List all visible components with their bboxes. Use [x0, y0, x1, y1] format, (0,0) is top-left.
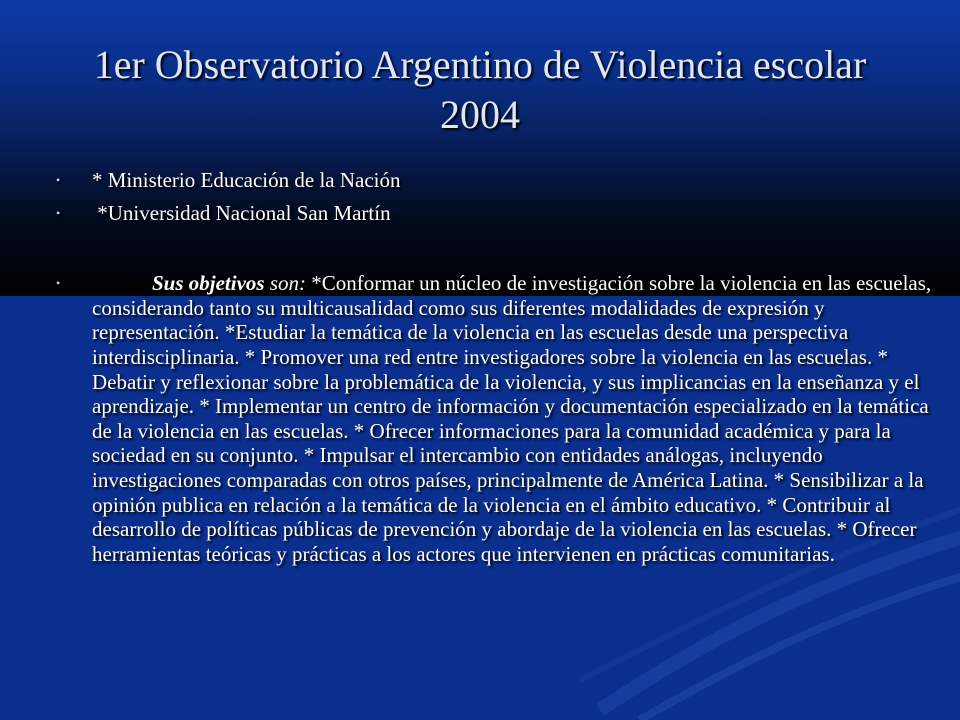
bullet-dot-icon: • — [56, 276, 61, 291]
objetivos-son: son: — [264, 271, 307, 296]
list-item — [56, 271, 936, 566]
objetivos-text: *Conformar un núcleo de investigación sobre la violencia en las escuelas, considerando tanto su multicausalidad como sus diferentes modalidades de expresión y representación. *Estudiar la temática de la violencia en las escuelas desde una perspectiva interdisciplinaria. * Promover una red entre investigadores sobre la violencia en las escuelas. * Debatir y reflexionar sobre la problemática de la violencia, y sus implicancias en la enseñanza y el aprendizaje. * Implementar un centro de información y documentación especializado en la temática de la violencia en las escuelas. * Ofrecer informaciones para la comunidad académica y para la sociedad en su conjunto. * Impulsar el intercambio con entidades análogas, incluyendo investigaciones comparadas con otros países, principalmente de América Latina. * Sensibilizar a la opinión publica en relación a la temática de la violencia en el ámbito educativo. * Contribuir al desarrollo de políticas públicas de prevención y abordaje de la violencia en las escuelas. * Ofrecer herramientas teóricas y prácticas a los actores que intervienen en prácticas comunitarias. — [92, 271, 932, 566]
slide-title: 1er Observatorio Argentino de Violencia escolar 2004 — [93, 42, 867, 137]
bullet-dot-icon: • — [56, 173, 61, 187]
bullet-ministerio: * Ministerio Educación de la Nación — [92, 168, 401, 192]
objetivos-lead: Sus objetivos — [152, 271, 265, 296]
bullet-dot-icon: • — [56, 205, 61, 220]
list-item — [56, 201, 936, 226]
list-item — [56, 168, 936, 193]
bullet-list — [56, 168, 936, 574]
bullet-universidad: *Universidad Nacional San Martín — [92, 200, 391, 225]
